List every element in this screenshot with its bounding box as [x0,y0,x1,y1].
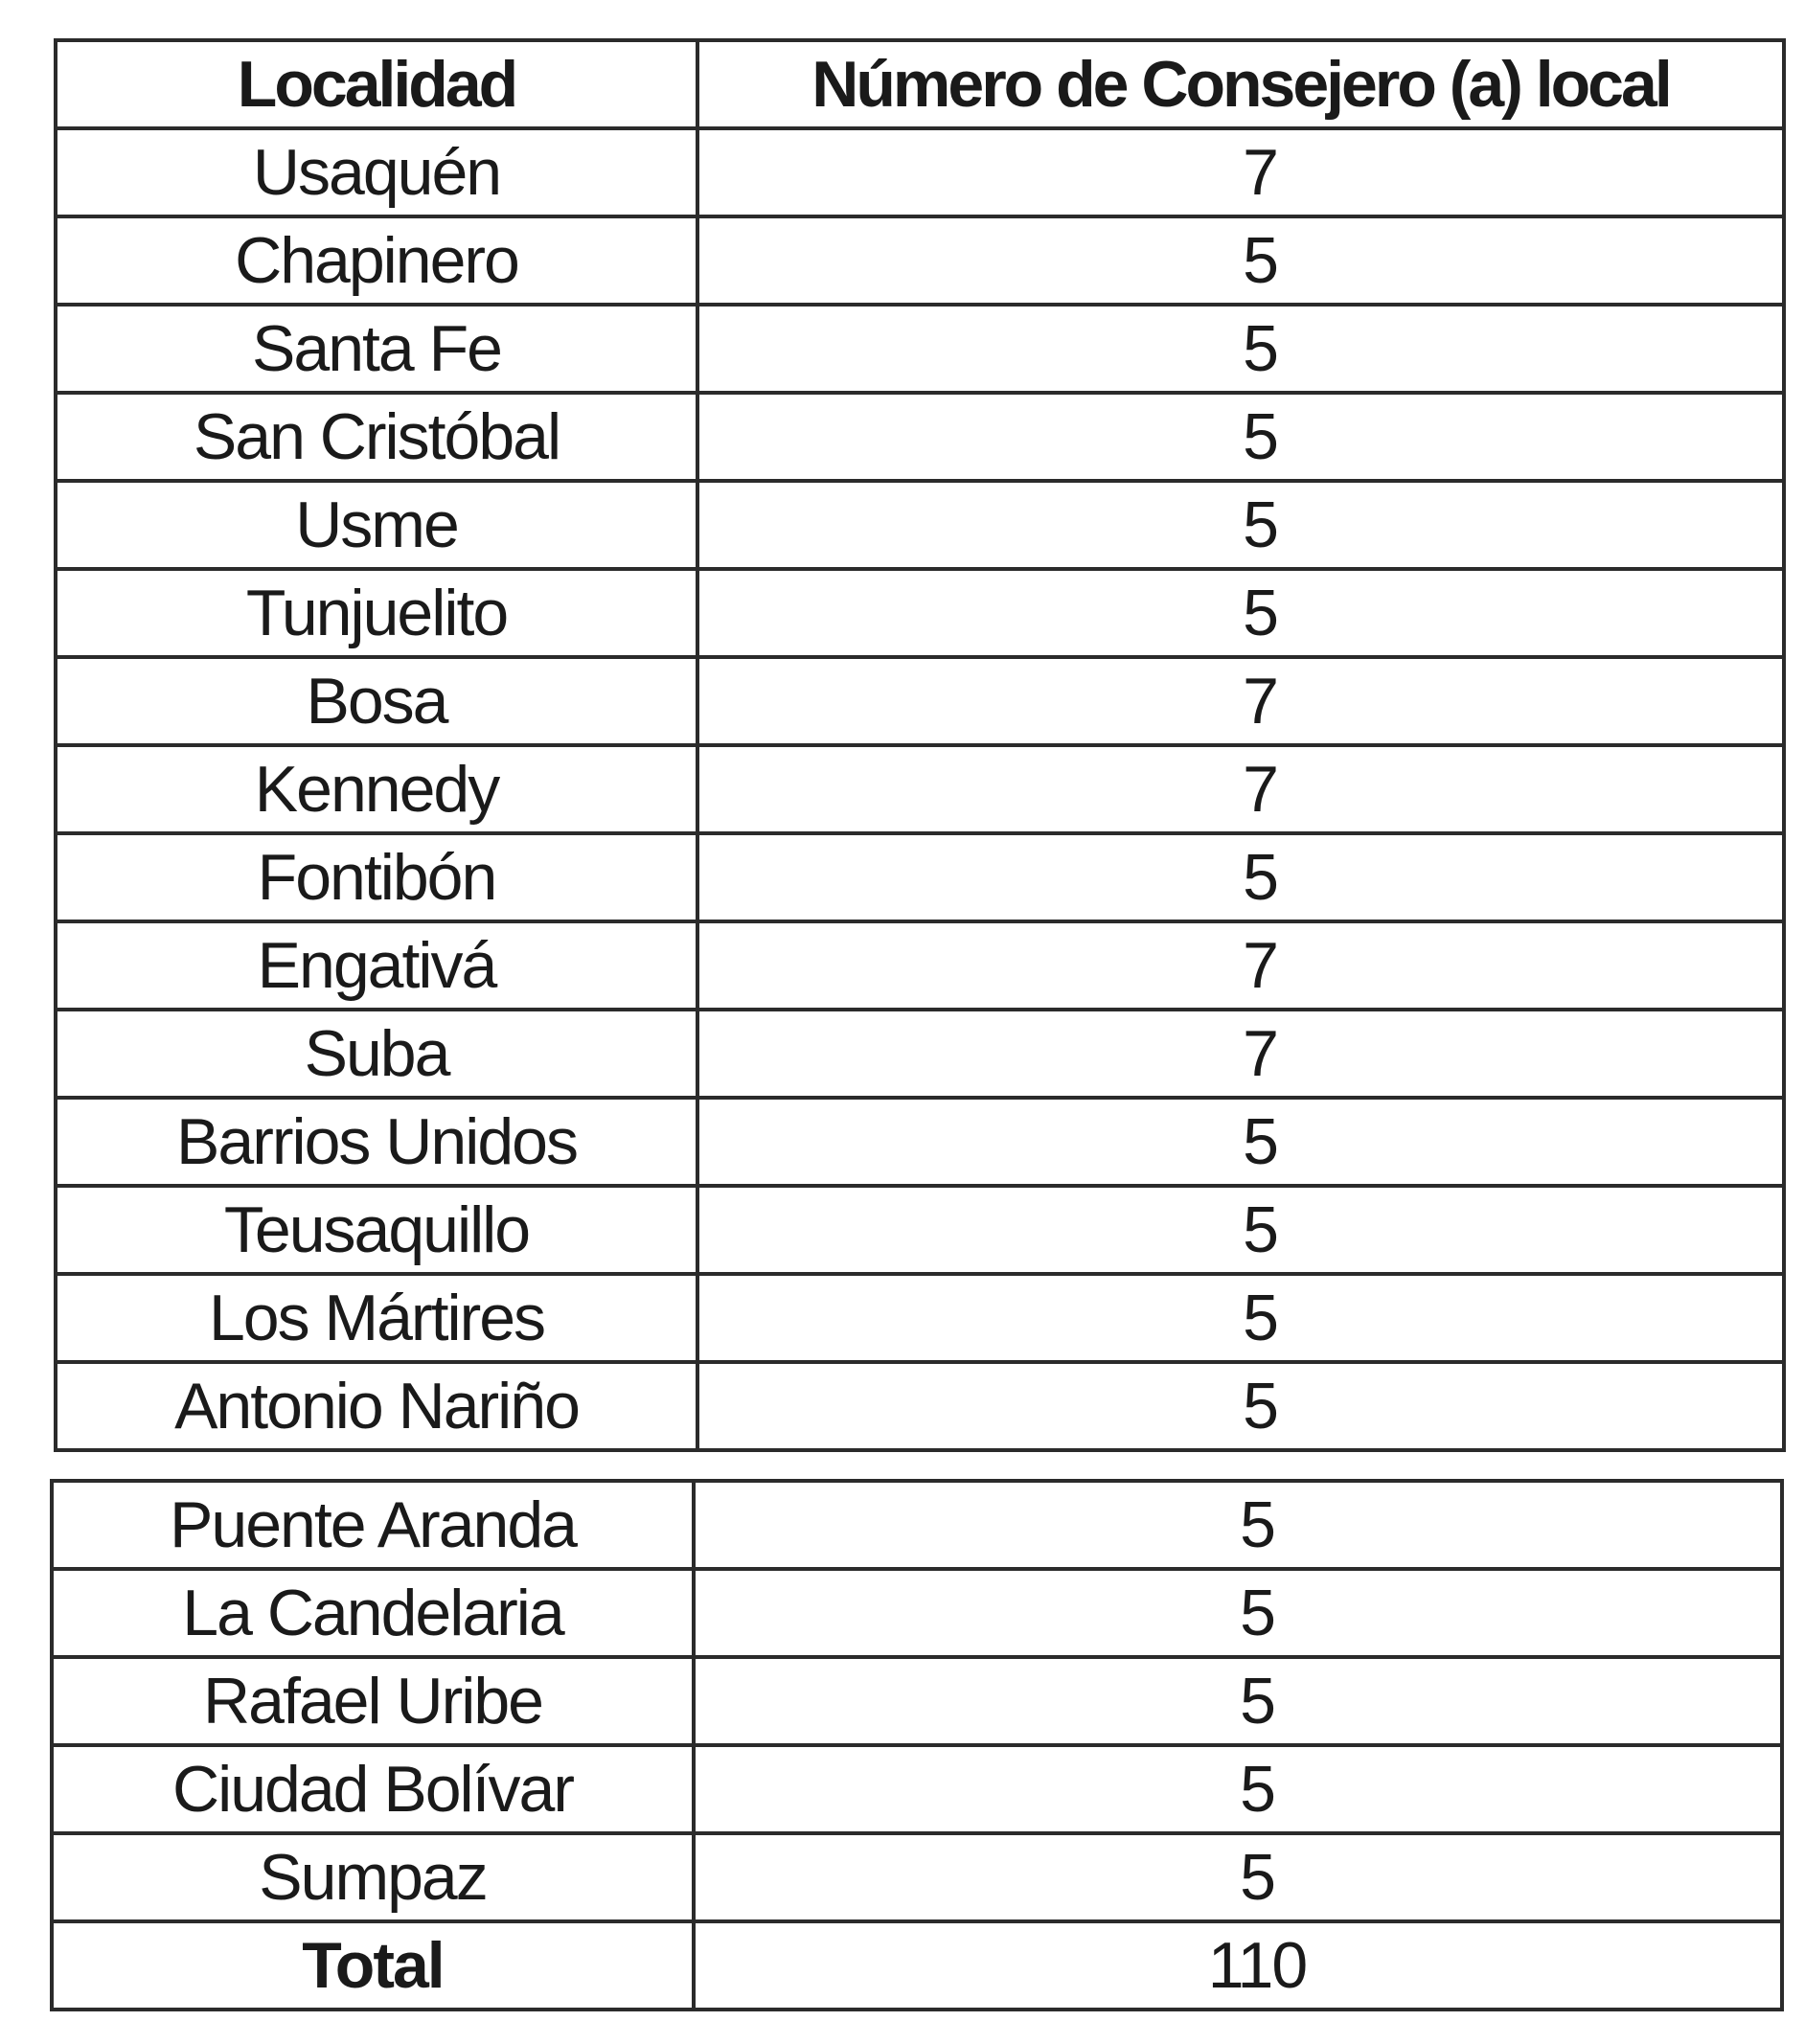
table-row [52,1833,1782,1921]
header-row [56,40,1784,128]
table-row [56,657,1784,745]
numero-cell: 5 [697,481,1784,569]
numero-cell: 7 [697,745,1784,833]
localidad-cell: San Cristóbal [56,393,697,481]
numero-cell: 7 [697,1010,1784,1098]
localidad-cell: Chapinero [56,216,697,305]
table-row [56,1362,1784,1450]
table-row [56,1010,1784,1098]
table-row [56,833,1784,921]
localidad-cell: Barrios Unidos [56,1098,697,1186]
table-row [56,481,1784,569]
localidad-cell: Puente Aranda [52,1481,694,1569]
numero-cell: 5 [697,1362,1784,1450]
localidad-cell: La Candelaria [52,1569,694,1657]
numero-cell: 5 [694,1657,1782,1745]
total-row [52,1921,1782,2010]
table-row [56,393,1784,481]
localidad-cell: Usaquén [56,128,697,216]
numero-cell: 5 [697,216,1784,305]
localidad-cell: Usme [56,481,697,569]
localidad-cell: Santa Fe [56,305,697,393]
table-row [56,128,1784,216]
numero-cell: 5 [694,1481,1782,1569]
numero-cell: 5 [694,1569,1782,1657]
table-row [52,1569,1782,1657]
table-row [56,216,1784,305]
numero-cell: 7 [697,921,1784,1010]
numero-cell: 7 [697,657,1784,745]
localidad-cell: Suba [56,1010,697,1098]
numero-cell: 7 [697,128,1784,216]
table-row [56,569,1784,657]
table-row [52,1481,1782,1569]
numero-cell: 5 [694,1833,1782,1921]
localidad-cell: Ciudad Bolívar [52,1745,694,1833]
consejeros-table-part-1 [54,38,1786,1452]
header-numero-consejeros: Número de Consejero (a) local [697,40,1784,128]
table-row [56,1186,1784,1274]
table-row [52,1657,1782,1745]
localidad-cell: Engativá [56,921,697,1010]
numero-cell: 5 [697,833,1784,921]
table-row [56,1274,1784,1362]
table-row [56,1098,1784,1186]
localidad-cell: Teusaquillo [56,1186,697,1274]
header-localidad: Localidad [56,40,697,128]
localidad-cell: Fontibón [56,833,697,921]
localidad-cell: Antonio Nariño [56,1362,697,1450]
localidad-cell: Los Mártires [56,1274,697,1362]
localidad-cell: Kennedy [56,745,697,833]
total-label: Total [52,1921,694,2010]
consejeros-table-part-2 [50,1479,1784,2011]
table-row [52,1745,1782,1833]
total-value: 110 [694,1921,1782,2010]
localidad-cell: Rafael Uribe [52,1657,694,1745]
table-row [56,921,1784,1010]
localidad-cell: Sumpaz [52,1833,694,1921]
numero-cell: 5 [697,393,1784,481]
table-row [56,305,1784,393]
numero-cell: 5 [697,569,1784,657]
numero-cell: 5 [697,1186,1784,1274]
numero-cell: 5 [697,1274,1784,1362]
numero-cell: 5 [694,1745,1782,1833]
localidad-cell: Bosa [56,657,697,745]
table-row [56,745,1784,833]
numero-cell: 5 [697,1098,1784,1186]
localidad-cell: Tunjuelito [56,569,697,657]
numero-cell: 5 [697,305,1784,393]
